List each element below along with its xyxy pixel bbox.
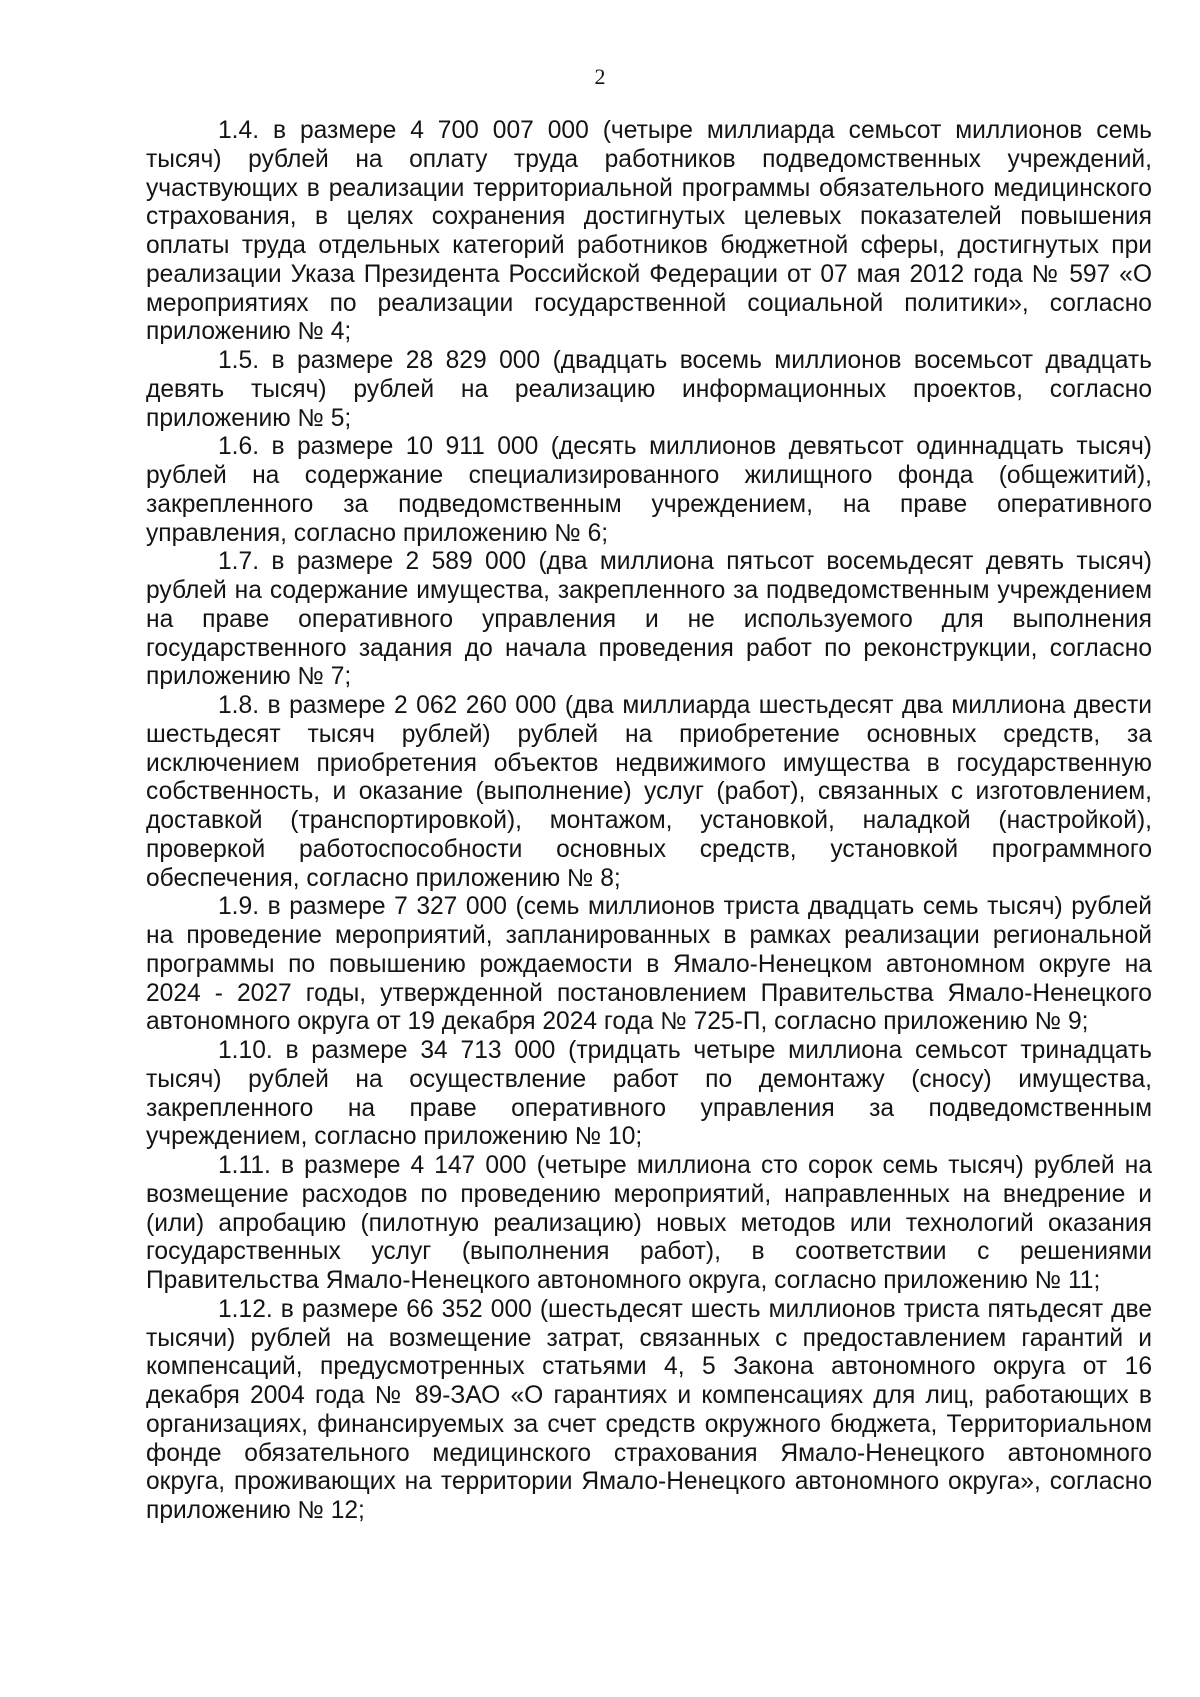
document-body xyxy=(146,117,1152,1526)
paragraph-1-8: 1.8. в размере 2 062 260 000 (два миллиарда шестьдесят два миллиона двести шестьдесят тысяч рублей) рублей на приобретение основных средств, за исключением приобретения объектов недвижимого имущества в государственную собственность, и оказание (выполнение) услуг (работ), связанных с изготовлением, доставкой (транспортировкой), монтажом, установкой, наладкой (настройкой), проверкой работоспособности основных средств, установкой программного обеспечения, согласно приложению № 8; xyxy=(146,692,1152,892)
page-number: 2 xyxy=(594,64,606,89)
paragraph-1-5: 1.5. в размере 28 829 000 (двадцать восемь миллионов восемьсот двадцать девять тысяч) рублей на реализацию информационных проектов, согласно приложению № 5; xyxy=(146,347,1152,432)
paragraph-1-10: 1.10. в размере 34 713 000 (тридцать четыре миллиона семьсот тринадцать тысяч) рублей на осуществление работ по демонтажу (сносу) имущества, закрепленного на праве оперативного управления за подведомственным учреждением, согласно приложению № 10; xyxy=(146,1037,1152,1151)
paragraph-1-7: 1.7. в размере 2 589 000 (два миллиона пятьсот восемьдесят девять тысяч) рублей на содержание имущества, закрепленного за подведомственным учреждением на праве оперативного управления и не используемого для выполнения государственного задания до начала проведения работ по реконструкции, согласно приложению № 7; xyxy=(146,548,1152,691)
paragraph-1-12: 1.12. в размере 66 352 000 (шестьдесят шесть миллионов триста пятьдесят две тысячи) рублей на возмещение затрат, связанных с предоставлением гарантий и компенсаций, предусмотренных статьями 4, 5 Закона автономного округа от 16 декабря 2004 года № 89-ЗАО «О гарантиях и компенсациях для лиц, работающих в организациях, финансируемых за счет средств окружного бюджета, Территориальном фонде обязательного медицинского страхования Ямало-Ненецкого автономного округа, проживающих на территории Ямало-Ненецкого автономного округа», согласно приложению № 12; xyxy=(146,1295,1152,1524)
paragraph-1-6: 1.6. в размере 10 911 000 (десять миллионов девятьсот одиннадцать тысяч) рублей на содержание специализированного жилищного фонда (общежитий), закрепленного за подведомственным учреждением, на праве оперативного управления, согласно приложению № 6; xyxy=(146,433,1152,547)
paragraph-1-9: 1.9. в размере 7 327 000 (семь миллионов триста двадцать семь тысяч) рублей на проведение мероприятий, запланированных в рамках реализации региональной программы по повышению рождаемости в Ямало-Ненецком автономном округе на 2024 - 2027 годы, утвержденной постановлением Правительства Ямало-Ненецкого автономного округа от 19 декабря 2024 года № 725-П, согласно приложению № 9; xyxy=(146,893,1152,1036)
paragraph-1-11: 1.11. в размере 4 147 000 (четыре миллиона сто сорок семь тысяч) рублей на возмещение расходов по проведению мероприятий, направленных на внедрение и (или) апробацию (пилотную реализацию) новых методов или технологий оказания государственных услуг (выполнения работ), в соответствии с решениями Правительства Ямало-Ненецкого автономного округа, согласно приложению № 11; xyxy=(146,1152,1152,1294)
paragraph-1-4: 1.4. в размере 4 700 007 000 (четыре миллиарда семьсот миллионов семь тысяч) рублей на оплату труда работников подведомственных учреждений, участвующих в реализации территориальной программы обязательного медицинского страхования, в целях сохранения достигнутых целевых показателей повышения оплаты труда отдельных категорий работников бюджетной сферы, достигнутых при реализации Указа Президента Российской Федерации от 07 мая 2012 года № 597 «О мероприятиях по реализации государственной социальной политики», согласно приложению № 4; xyxy=(146,117,1152,346)
